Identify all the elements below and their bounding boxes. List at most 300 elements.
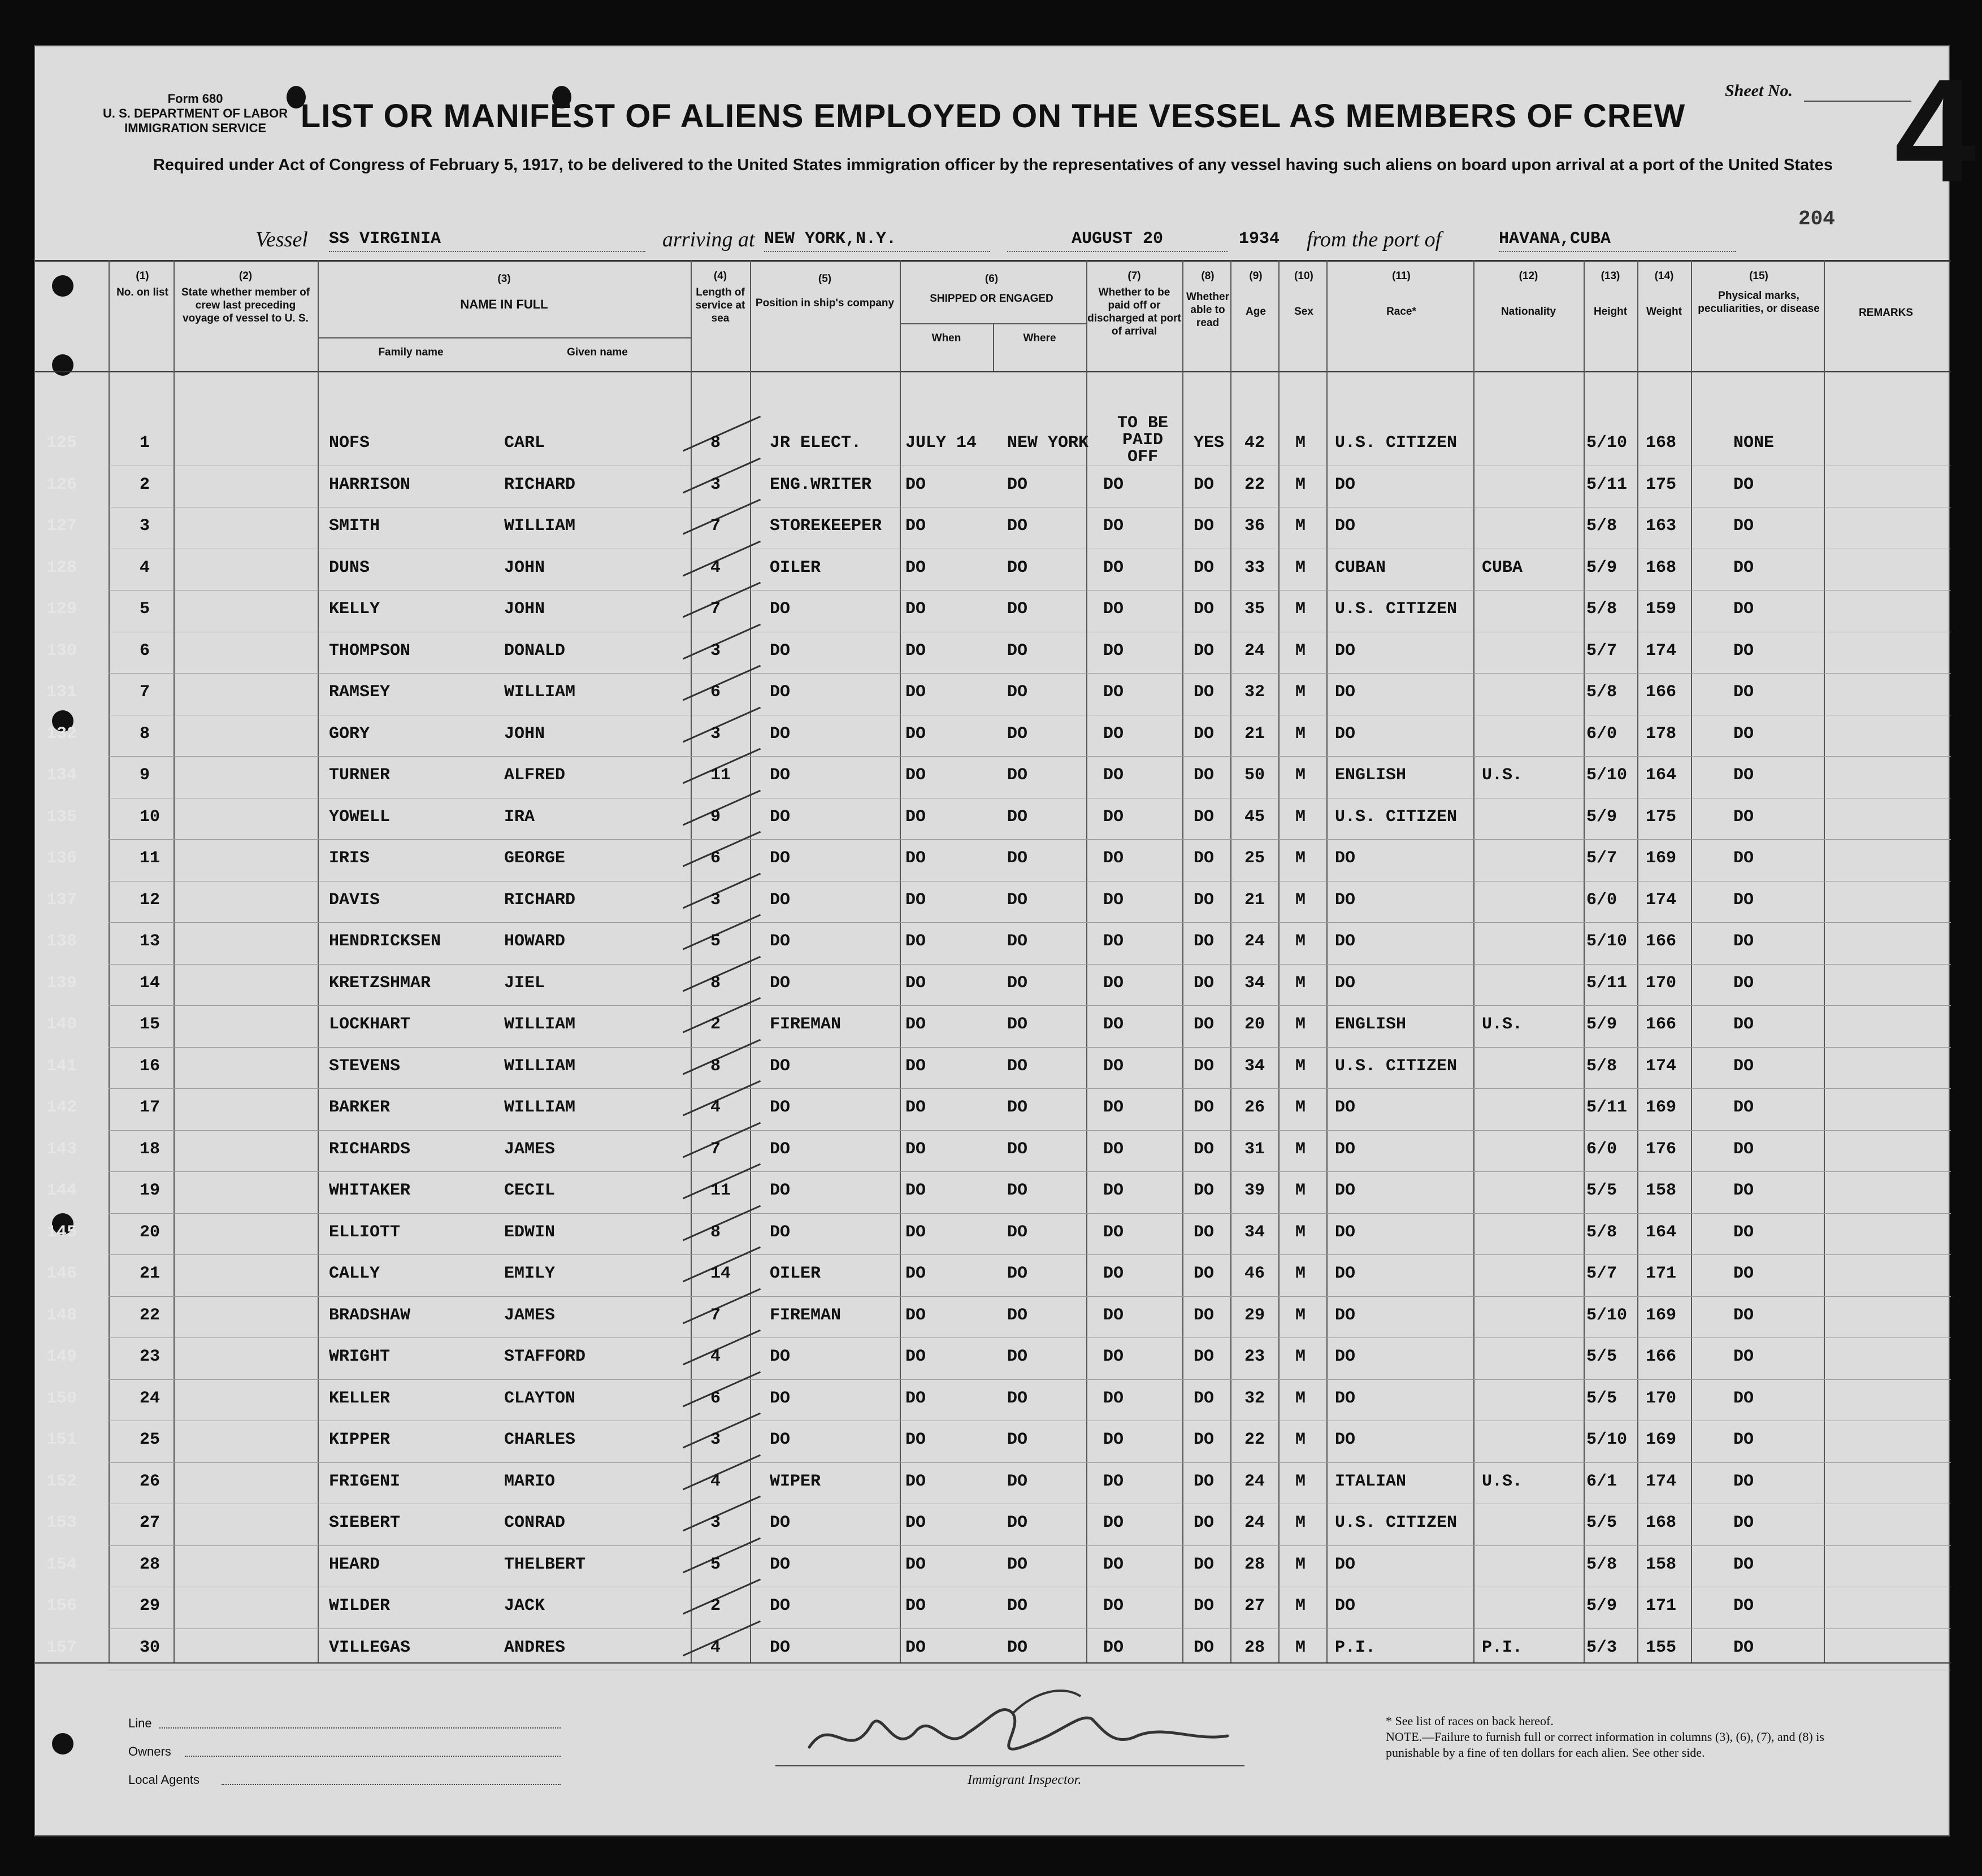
check-mark [683,1413,761,1449]
row-given-name: CLAYTON [504,1388,576,1408]
row-height: 5/9 [1586,1015,1617,1034]
row-seq-number: 143 [46,1139,77,1159]
row-weight: 170 [1646,973,1677,993]
row-able-to-read: DO [1194,1513,1215,1532]
row-family-name: IRIS [329,849,370,868]
row-height: 5/7 [1586,1264,1617,1283]
row-list-number: 19 [140,1181,161,1200]
row-position: JR ELECT. [770,433,862,453]
row-weight: 171 [1646,1264,1677,1283]
row-physical-marks: DO [1733,724,1754,744]
row-shipped-when: DO [905,558,926,577]
local-agents-label: Local Agents [128,1773,199,1787]
row-height: 5/8 [1586,600,1617,619]
table-row [35,1169,1951,1211]
row-weight: 169 [1646,1430,1677,1449]
row-list-number: 24 [140,1388,161,1408]
row-shipped-where: DO [1007,600,1028,619]
row-service-length: 7 [710,600,721,619]
row-position: DO [770,600,791,619]
row-seq-number: 150 [46,1388,77,1408]
row-height: 5/7 [1586,849,1617,868]
col15-num: (15) [1749,270,1768,282]
row-height: 5/8 [1586,516,1617,536]
row-weight: 166 [1646,683,1677,702]
row-nationality: U.S. [1482,766,1523,785]
footnote [1386,1713,1872,1761]
row-list-number: 21 [140,1264,161,1283]
row-seq-number: 146 [46,1264,77,1283]
check-mark [683,457,761,493]
row-list-number: 10 [140,807,161,827]
row-position: ENG.WRITER [770,475,872,494]
row-given-name: CONRAD [504,1513,566,1532]
table-row [35,962,1951,1004]
row-list-number: 27 [140,1513,161,1532]
row-shipped-where: DO [1007,641,1028,661]
row-able-to-read: DO [1194,849,1215,868]
row-age: 34 [1244,1056,1265,1076]
arrival-date: AUGUST 20 [1007,229,1228,252]
row-service-length: 6 [710,1388,721,1408]
page-subtitle: Required under Act of Congress of February 5, 1917, to be delivered to the United States immigration officer by the representatives of any vessel having such aliens on board upon arrival at a port of the United States [153,156,1833,174]
row-race: U.S. CITIZEN [1335,600,1458,619]
row-seq-number: 138 [46,932,77,951]
row-race: DO [1335,973,1356,993]
check-mark [683,1371,761,1407]
row-list-number: 18 [140,1139,161,1159]
table-row [35,505,1951,546]
table-row [35,796,1951,837]
check-mark [683,1288,761,1324]
row-shipped-when: DO [905,1638,926,1657]
col7-label: Whether to be paid off or discharged at port of arrival [1087,286,1181,337]
col4-num: (4) [713,270,727,282]
row-shipped-where: DO [1007,475,1028,494]
row-list-number: 25 [140,1430,161,1449]
check-mark [683,1620,761,1656]
row-paid-off: DO [1103,1388,1124,1408]
row-service-length: 8 [710,1222,721,1242]
row-race: U.S. CITIZEN [1335,1513,1458,1532]
check-mark [683,1496,761,1532]
row-height: 5/11 [1586,973,1628,993]
row-sex: M [1295,932,1306,951]
row-paid-off: DO [1103,1015,1124,1034]
row-position: OILER [770,558,821,577]
row-list-number: 9 [140,766,150,785]
row-service-length: 2 [710,1015,721,1034]
row-seq-number: 140 [46,1015,77,1034]
row-shipped-when: DO [905,724,926,744]
row-list-number: 12 [140,890,161,910]
row-position: DO [770,766,791,785]
row-physical-marks: DO [1733,932,1754,951]
row-list-number: 28 [140,1554,161,1574]
row-height: 5/5 [1586,1347,1617,1366]
row-age: 31 [1244,1139,1265,1159]
row-given-name: CARL [504,433,545,453]
row-physical-marks: DO [1733,683,1754,702]
row-sex: M [1295,641,1306,661]
row-shipped-when: DO [905,1388,926,1408]
row-physical-marks: DO [1733,890,1754,910]
row-shipped-when: DO [905,1596,926,1616]
row-weight: 158 [1646,1181,1677,1200]
row-weight: 176 [1646,1139,1677,1159]
check-mark [683,665,761,701]
table-row [35,920,1951,962]
row-seq-number: 132 [46,724,77,744]
row-service-length: 7 [710,1305,721,1325]
row-family-name: SMITH [329,516,380,536]
row-family-name: NOFS [329,433,370,453]
row-age: 34 [1244,1222,1265,1242]
row-given-name: HOWARD [504,932,566,951]
page-number: 204 [1798,207,1835,231]
row-paid-off: DO [1103,1222,1124,1242]
row-height: 5/9 [1586,807,1617,827]
header-bottom-rule [35,371,1951,372]
row-position: DO [770,1596,791,1616]
row-physical-marks: DO [1733,1554,1754,1574]
row-able-to-read: DO [1194,641,1215,661]
row-seq-number: 126 [46,475,77,494]
row-paid-off: DO [1103,475,1124,494]
row-seq-number: 137 [46,890,77,910]
row-race: CUBAN [1335,558,1386,577]
row-list-number: 2 [140,475,150,494]
row-seq-number: 144 [46,1181,77,1200]
table-row [35,1294,1951,1336]
row-shipped-where: DO [1007,724,1028,744]
row-height: 5/5 [1586,1388,1617,1408]
row-shipped-where: DO [1007,1181,1028,1200]
col9-label: Age [1246,306,1266,318]
row-age: 24 [1244,1471,1265,1491]
col10-num: (10) [1294,270,1313,282]
row-given-name: WILLIAM [504,1015,576,1034]
row-seq-number: 142 [46,1098,77,1117]
row-race: DO [1335,932,1356,951]
row-paid-off: DO [1103,849,1124,868]
check-mark [683,1080,761,1117]
row-seq-number: 152 [46,1471,77,1491]
inspector-label: Immigrant Inspector. [968,1773,1082,1787]
row-family-name: KRETZSHMAR [329,973,431,993]
row-given-name: WILLIAM [504,1056,576,1076]
row-height: 5/8 [1586,1222,1617,1242]
row-race: DO [1335,1139,1356,1159]
row-shipped-when: DO [905,1554,926,1574]
table-row [35,1003,1951,1045]
row-physical-marks: DO [1733,973,1754,993]
row-seq-number: 156 [46,1596,77,1616]
row-sex: M [1295,973,1306,993]
row-physical-marks: NONE [1733,433,1775,453]
row-race: ENGLISH [1335,766,1407,785]
row-position: DO [770,1139,791,1159]
row-physical-marks: DO [1733,1098,1754,1117]
row-list-number: 6 [140,641,150,661]
row-shipped-when: DO [905,1513,926,1532]
row-given-name: IRA [504,807,535,827]
local-agents-field[interactable] [222,1784,561,1785]
table-row [35,1543,1951,1585]
row-weight: 168 [1646,558,1677,577]
row-physical-marks: DO [1733,1305,1754,1325]
row-able-to-read: DO [1194,1264,1215,1283]
row-age: 36 [1244,516,1265,536]
penalty-note: NOTE.—Failure to furnish full or correct information in columns (3), (6), (7), and (8) is punishable by a fine of ten dollars for each alien. See other side. [1386,1730,1824,1760]
races-note: * See list of races on back hereof. [1386,1714,1554,1728]
row-weight: 175 [1646,475,1677,494]
row-paid-off: DO [1103,807,1124,827]
row-able-to-read: DO [1194,1056,1215,1076]
row-list-number: 16 [140,1056,161,1076]
col2-num: (2) [238,270,253,282]
row-position: DO [770,1638,791,1657]
check-mark [683,623,761,659]
row-given-name: GEORGE [504,849,566,868]
row-shipped-when: DO [905,600,926,619]
row-sex: M [1295,1513,1306,1532]
row-shipped-when: DO [905,1347,926,1366]
row-seq-number: 151 [46,1430,77,1449]
row-race: DO [1335,849,1356,868]
row-able-to-read: DO [1194,683,1215,702]
row-paid-off: DO [1103,1596,1124,1616]
row-shipped-where: DO [1007,849,1028,868]
col12-label: Nationality [1500,306,1556,318]
row-able-to-read: DO [1194,724,1215,744]
table-row [35,671,1951,713]
row-service-length: 5 [710,932,721,951]
row-shipped-when: DO [905,516,926,536]
arriving-port: NEW YORK,N.Y. [764,229,990,252]
row-list-number: 5 [140,600,150,619]
row-height: 5/10 [1586,1305,1628,1325]
row-family-name: HARRISON [329,475,411,494]
row-weight: 163 [1646,516,1677,536]
row-age: 33 [1244,558,1265,577]
row-shipped-where: DO [1007,1471,1028,1491]
row-race: DO [1335,1388,1356,1408]
row-list-number: 30 [140,1638,161,1657]
row-sex: M [1295,516,1306,536]
row-sex: M [1295,1430,1306,1449]
row-race: DO [1335,1098,1356,1117]
row-physical-marks: DO [1733,1222,1754,1242]
col5-num: (5) [818,273,832,285]
row-age: 35 [1244,600,1265,619]
row-given-name: WILLIAM [504,683,576,702]
row-list-number: 22 [140,1305,161,1325]
row-sex: M [1295,890,1306,910]
row-able-to-read: DO [1194,1596,1215,1616]
row-shipped-where: DO [1007,1430,1028,1449]
row-shipped-where: DO [1007,1056,1028,1076]
row-height: 5/10 [1586,433,1628,453]
row-shipped-when: DO [905,1305,926,1325]
row-given-name: STAFFORD [504,1347,586,1366]
row-position: DO [770,932,791,951]
row-given-name: JOHN [504,724,545,744]
table-row [35,1252,1951,1294]
col6-where: Where [1023,332,1056,344]
col3-family: Family name [378,346,444,358]
row-position: OILER [770,1264,821,1283]
row-age: 24 [1244,932,1265,951]
row-race: P.I. [1335,1638,1376,1657]
row-weight: 166 [1646,932,1677,951]
col1-num: (1) [136,270,149,282]
row-position: DO [770,890,791,910]
col6-num: (6) [985,273,999,285]
table-row [35,1626,1951,1668]
check-mark [683,789,761,826]
owners-label: Owners [128,1744,171,1758]
row-paid-off: DO [1103,724,1124,744]
table-top-rule [35,260,1951,262]
row-weight: 171 [1646,1596,1677,1616]
row-paid-off: DO [1103,1181,1124,1200]
table-row [35,1418,1951,1460]
row-race: DO [1335,1264,1356,1283]
row-service-length: 11 [710,1181,731,1200]
row-shipped-when: DO [905,1139,926,1159]
row-seq-number: 128 [46,558,77,577]
row-shipped-when: DO [905,641,926,661]
row-family-name: GORY [329,724,370,744]
table-row [35,629,1951,671]
col3-given: Given name [567,346,628,358]
sheet-number: 4 [1894,49,1976,213]
row-age: 25 [1244,849,1265,868]
row-able-to-read: DO [1194,890,1215,910]
row-height: 6/0 [1586,724,1617,744]
row-paid-off: DO [1103,1056,1124,1076]
row-paid-off: DO [1103,1347,1124,1366]
row-age: 29 [1244,1305,1265,1325]
row-family-name: LOCKHART [329,1015,411,1034]
row-sex: M [1295,849,1306,868]
row-sex: M [1295,433,1306,453]
row-height: 5/11 [1586,1098,1628,1117]
check-mark [683,1039,761,1075]
row-seq-number: 149 [46,1347,77,1366]
row-given-name: RICHARD [504,890,576,910]
table-row [35,879,1951,920]
row-service-length: 7 [710,516,721,536]
check-mark [683,1330,761,1366]
owners-field[interactable] [185,1756,561,1757]
row-height: 6/1 [1586,1471,1617,1491]
vessel-label: Vessel [255,228,308,251]
table-row [35,1211,1951,1253]
row-list-number: 17 [140,1098,161,1117]
row-given-name: JAMES [504,1139,556,1159]
row-paid-off: DO [1103,1098,1124,1117]
row-given-name: JOHN [504,558,545,577]
row-shipped-where: DO [1007,807,1028,827]
row-weight: 158 [1646,1554,1677,1574]
col3-num: (3) [497,273,511,285]
row-paid-off: DO [1103,932,1124,951]
check-mark [683,1205,761,1241]
row-seq-number: 127 [46,516,77,536]
row-service-length: 4 [710,1347,721,1366]
row-able-to-read: DO [1194,1305,1215,1325]
row-service-length: 3 [710,641,721,661]
row-age: 20 [1244,1015,1265,1034]
row-family-name: DUNS [329,558,370,577]
row-sex: M [1295,558,1306,577]
row-age: 46 [1244,1264,1265,1283]
row-service-length: 4 [710,1471,721,1491]
check-mark [683,956,761,992]
row-given-name: RICHARD [504,475,576,494]
row-service-length: 14 [710,1264,731,1283]
row-list-number: 3 [140,516,150,536]
row-race: DO [1335,1596,1356,1616]
row-height: 5/7 [1586,641,1617,661]
row-able-to-read: DO [1194,1554,1215,1574]
row-physical-marks: DO [1733,1513,1754,1532]
col8-label: Whether able to read [1186,291,1229,329]
row-sex: M [1295,1139,1306,1159]
table-row [35,1128,1951,1170]
row-shipped-where: DO [1007,973,1028,993]
row-paid-off: DO [1103,600,1124,619]
from-port-label: from the port of [1307,228,1442,251]
row-physical-marks: DO [1733,600,1754,619]
row-sex: M [1295,1015,1306,1034]
row-sex: M [1295,766,1306,785]
row-family-name: RICHARDS [329,1139,411,1159]
row-sex: M [1295,1471,1306,1491]
row-given-name: JIEL [504,973,545,993]
row-given-name: CHARLES [504,1430,576,1449]
row-race: DO [1335,641,1356,661]
column-divider [993,323,994,371]
row-age: 27 [1244,1596,1265,1616]
row-paid-off: DO [1103,1554,1124,1574]
row-nationality: U.S. [1482,1471,1523,1491]
row-seq-number: 157 [46,1638,77,1657]
col8-num: (8) [1201,270,1215,282]
row-shipped-where: DO [1007,1513,1028,1532]
row-position: DO [770,1222,791,1242]
line-field[interactable] [159,1727,561,1729]
row-paid-off: DO [1103,558,1124,577]
row-shipped-where: DO [1007,1098,1028,1117]
row-weight: 174 [1646,890,1677,910]
row-able-to-read: DO [1194,475,1215,494]
row-able-to-read: DO [1194,516,1215,536]
punch-hole [52,1733,73,1755]
row-paid-off: TO BE PAID OFF [1117,414,1168,467]
row-height: 5/9 [1586,1596,1617,1616]
row-given-name: DONALD [504,641,566,661]
row-given-name: WILLIAM [504,516,576,536]
arriving-label: arriving at [662,228,755,251]
row-shipped-where: DO [1007,1388,1028,1408]
row-given-name: EMILY [504,1264,556,1283]
row-sex: M [1295,1347,1306,1366]
row-seq-number: 145 [46,1222,77,1242]
row-height: 5/10 [1586,766,1628,785]
